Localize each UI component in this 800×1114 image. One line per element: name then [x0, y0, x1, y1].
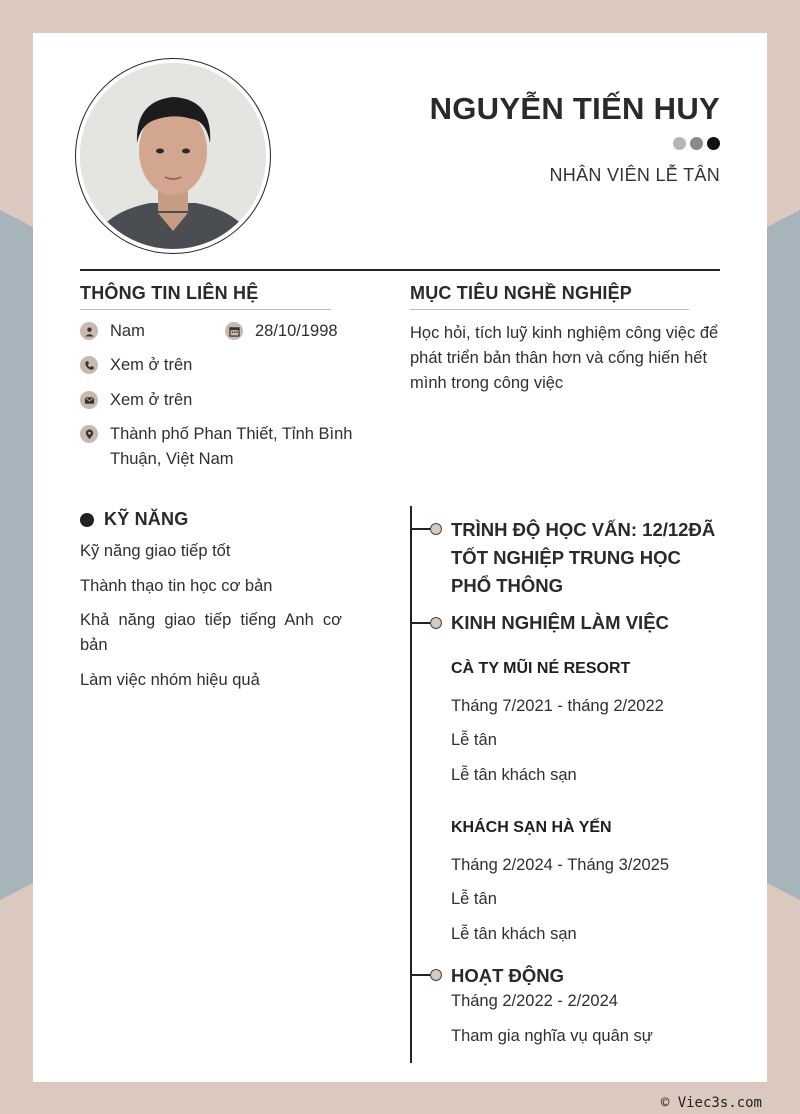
- address-value: Thành phố Phan Thiết, Tỉnh Bình Thuận, Việt Nam: [110, 425, 353, 468]
- contact-email: [80, 388, 192, 413]
- job-title: NHÂN VIÊN LỄ TÂN: [549, 165, 720, 185]
- skill-item: Làm việc nhóm hiệu quả: [80, 671, 260, 689]
- decor-dot-mid: [690, 137, 703, 150]
- contact-phone: [80, 353, 192, 378]
- objective-underline: [410, 309, 689, 310]
- timeline-node: [430, 617, 442, 629]
- phone-value: Xem ở trên: [110, 356, 193, 374]
- objective-heading: MỤC TIÊU NGHỀ NGHIỆP: [410, 283, 633, 303]
- timeline-node: [430, 969, 442, 981]
- location-pin-icon: [80, 425, 98, 443]
- skill-item: Khả năng giao tiếp tiếng Anh cơ bản: [80, 611, 342, 654]
- activities-heading: HOẠT ĐỘNG: [451, 965, 565, 986]
- job-position: Lễ tân: [451, 731, 497, 749]
- profile-photo-frame: [75, 58, 271, 254]
- calendar-icon: [225, 322, 243, 340]
- email-value: Xem ở trên: [110, 391, 193, 409]
- job-period: Tháng 2/2024 - Tháng 3/2025: [451, 856, 670, 874]
- decor-dot-light: [673, 137, 686, 150]
- job-period: Tháng 7/2021 - tháng 2/2022: [451, 697, 664, 715]
- skills-heading: KỸ NĂNG: [104, 509, 189, 529]
- gender-value: Nam: [110, 322, 145, 340]
- activity-period: Tháng 2/2022 - 2/2024: [451, 992, 618, 1010]
- decor-dot-dark: [707, 137, 720, 150]
- phone-icon: [80, 356, 98, 374]
- activity-description: Tham gia nghĩa vụ quân sự: [451, 1027, 653, 1045]
- job-position: Lễ tân: [451, 890, 497, 908]
- job-company: KHÁCH SẠN HÀ YẾN: [451, 819, 612, 836]
- timeline-tick: [410, 528, 430, 530]
- skill-item: Thành thạo tin học cơ bản: [80, 577, 273, 595]
- profile-photo: [80, 63, 266, 249]
- timeline-tick: [410, 974, 430, 976]
- contact-address: [80, 422, 370, 472]
- timeline-line: [410, 506, 412, 1063]
- job-description: Lễ tân khách sạn: [451, 766, 577, 784]
- watermark: © Viec3s.com: [660, 1095, 762, 1111]
- contact-underline: [80, 309, 331, 310]
- skill-item: Kỹ năng giao tiếp tốt: [80, 542, 231, 560]
- person-portrait-icon: [80, 63, 266, 249]
- cv-page: [33, 33, 767, 1082]
- header-divider: [80, 269, 720, 271]
- candidate-name: NGUYỄN TIẾN HUY: [429, 91, 720, 126]
- skills-bullet-icon: [80, 513, 94, 527]
- contact-heading: THÔNG TIN LIÊN HỆ: [80, 283, 259, 303]
- timeline-tick: [410, 622, 430, 624]
- contact-birthday: [225, 319, 338, 344]
- mail-icon: [80, 391, 98, 409]
- experience-heading: KINH NGHIỆM LÀM VIỆC: [451, 612, 669, 633]
- education-heading: TRÌNH ĐỘ HỌC VẤN: 12/12ĐÃ TỐT NGHIỆP TRUNG HỌC PHỔ THÔNG: [451, 519, 716, 596]
- person-icon: [80, 322, 98, 340]
- decor-dots: [673, 137, 720, 150]
- job-description: Lễ tân khách sạn: [451, 925, 577, 943]
- contact-gender: [80, 319, 145, 344]
- birthday-value: 28/10/1998: [255, 322, 338, 340]
- objective-text: Học hỏi, tích luỹ kinh nghiệm công việc để phát triển bản thân hơn và cống hiến hết mình trong công việc: [410, 324, 719, 392]
- timeline-node: [430, 523, 442, 535]
- job-company: CÀ TY MŨI NÉ RESORT: [451, 660, 631, 677]
